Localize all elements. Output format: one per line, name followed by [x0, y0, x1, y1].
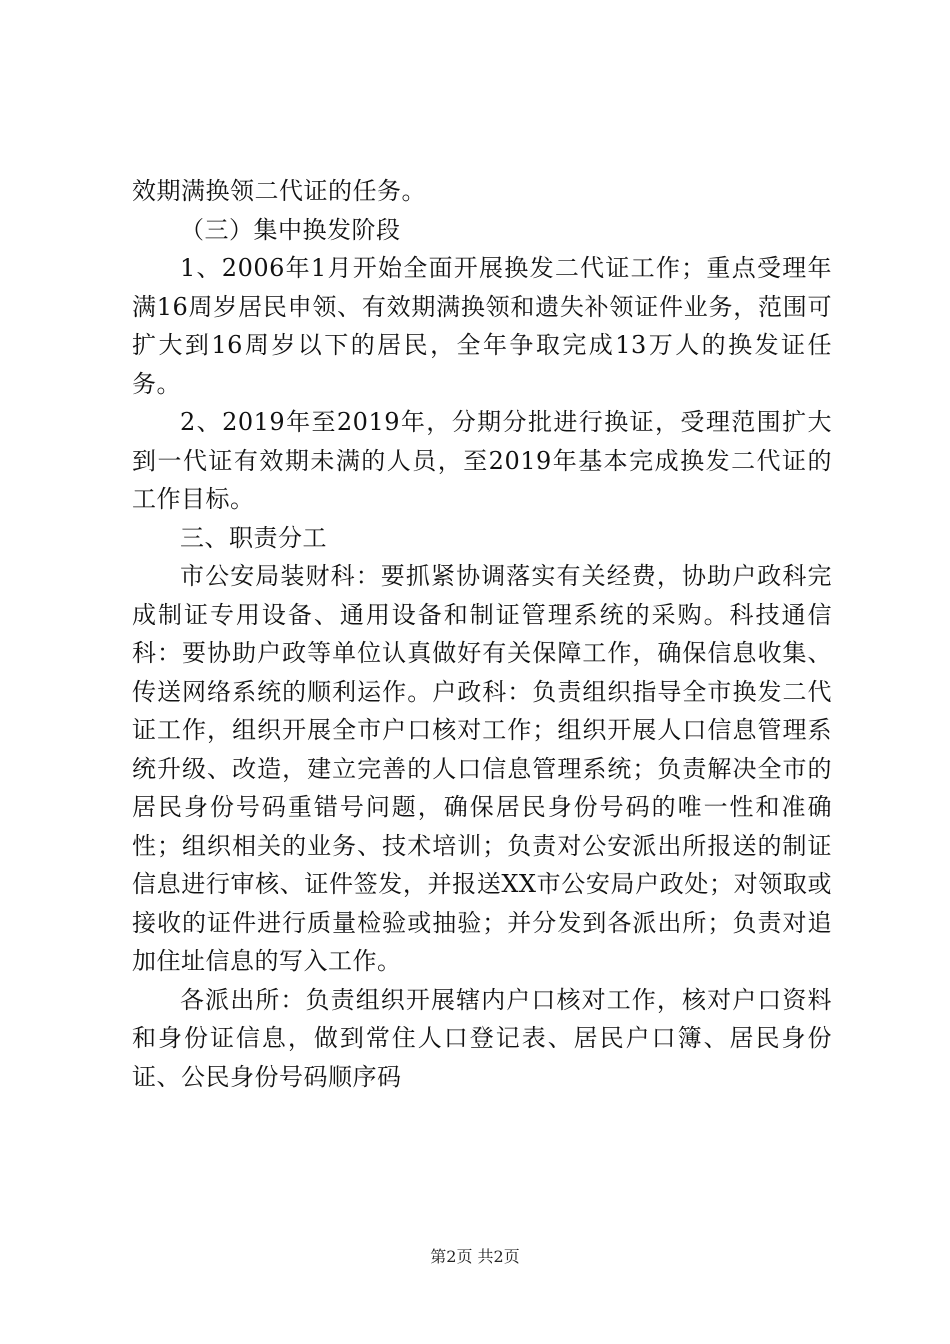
paragraph-duties-bureau: 市公安局装财科：要抓紧协调落实有关经费，协助户政科完成制证专用设备、通用设备和制证管理系统的采购。科技通信科：要协助户政等单位认真做好有关保障工作，确保信息收集、传送网络系统的顺利运作。户政科：负责组织指导全市换发二代证工作，组织开展全市户口核对工作；组织开展人口信息管理系统升级、改造，建立完善的人口信息管理系统；负责解决全市的居民身份号码重错号问题，确保居民身份号码的唯一性和准确性；组织相关的业务、技术培训；负责对公安派出所报送的制证信息进行审核、证件签发，并报送XX市公安局户政处；对领取或接收的证件进行质量检验或抽验；并分发到各派出所；负责对追加住址信息的写入工作。 [132, 562, 832, 975]
page-footer: 第2页 共2页 [430, 1247, 520, 1266]
document-body [132, 172, 832, 1096]
paragraph-duties-stations: 各派出所：负责组织开展辖内户口核对工作，核对户口资料和身份证信息，做到常住人口登记表、居民户口簿、居民身份证、公民身份号码顺序码 [132, 985, 832, 1091]
section-heading-duties: 三、职责分工 [180, 523, 327, 552]
paragraph-item-1: 1、2006年1月开始全面开展换发二代证工作；重点受理年满16周岁居民申领、有效期满换领和遗失补领证件业务，范围可扩大到16周岁以下的居民，全年争取完成13万人的换发证任务。 [132, 254, 832, 398]
continued-paragraph: 效期满换领二代证的任务。 [132, 177, 426, 205]
paragraph-item-2: 2、2019年至2019年，分期分批进行换证，受理范围扩大到一代证有效期未满的人员，至2019年基本完成换发二代证的工作目标。 [132, 408, 832, 513]
section-heading-stage-three: （三）集中换发阶段 [180, 215, 401, 244]
